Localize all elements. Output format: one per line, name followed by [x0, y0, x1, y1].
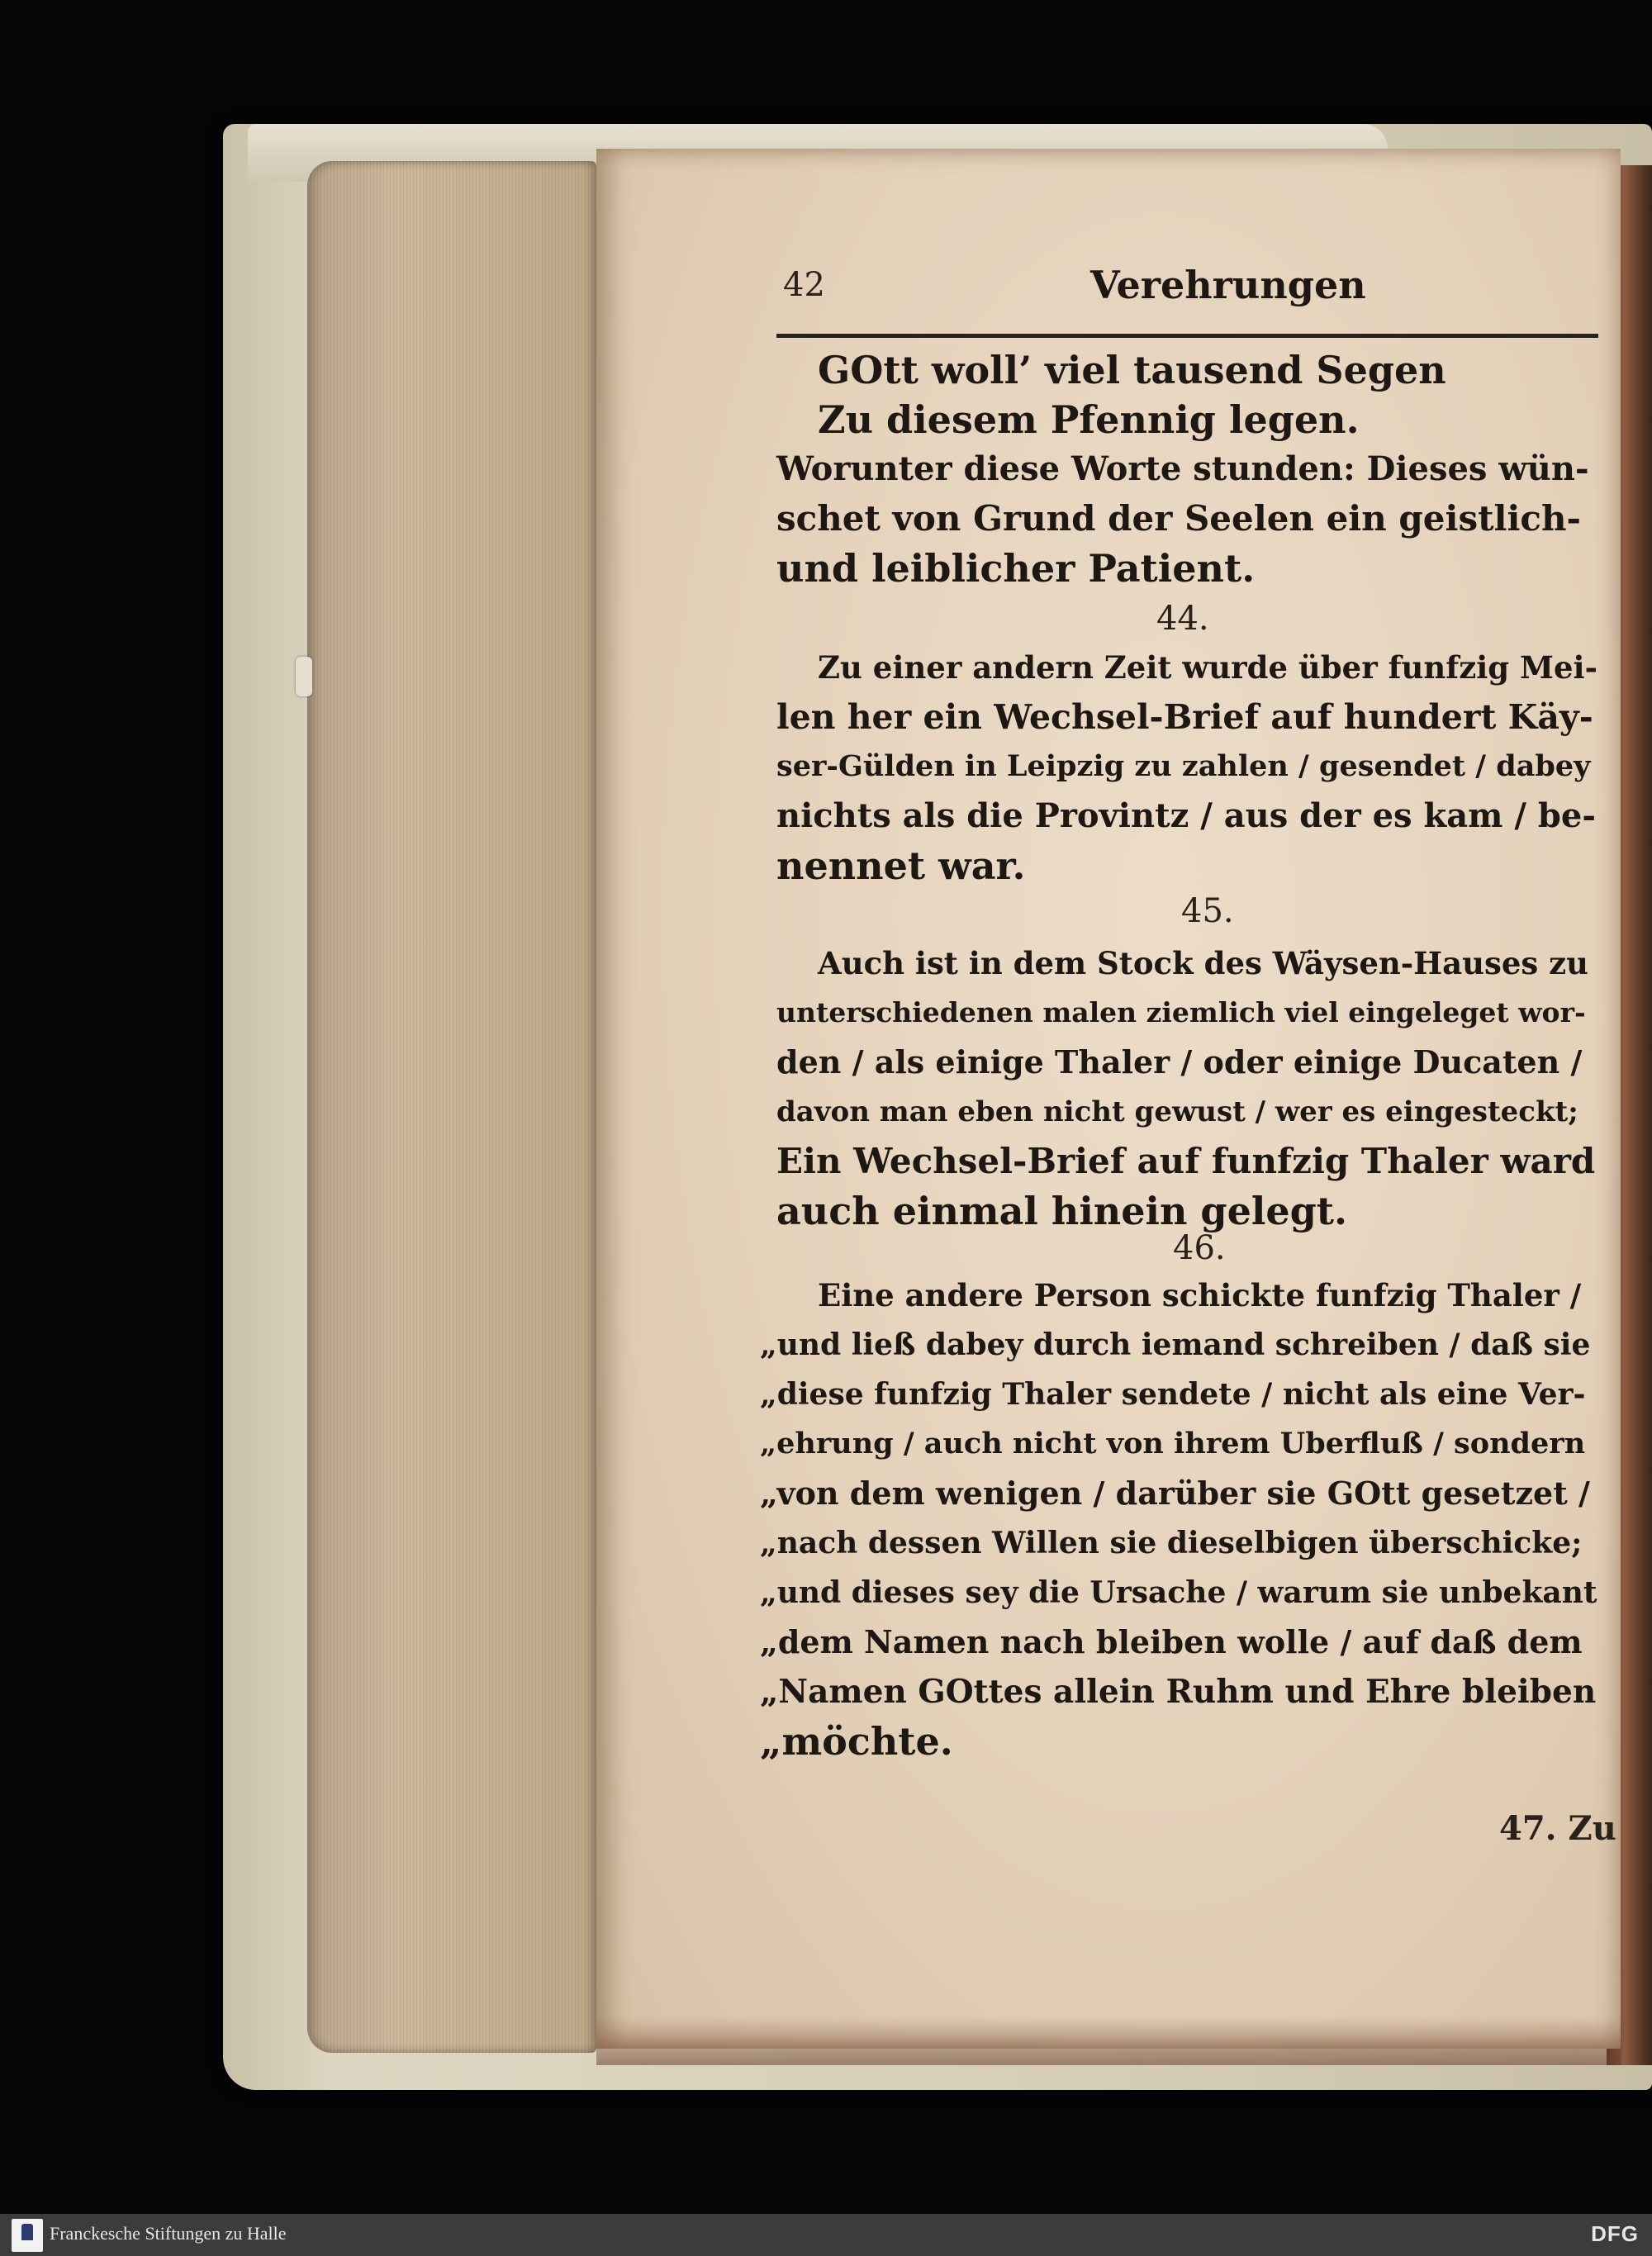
text-line: Auch ist in dem Stock des Wäysen-Hauses zu	[818, 945, 1588, 981]
text-line: „ehrung / auch nicht von ihrem Uberfluß / sondern	[760, 1427, 1586, 1460]
text-line: nichts als die Provintz / aus der es kam / be-	[776, 796, 1596, 835]
text-line: „dem Namen nach bleiben wolle / auf daß dem	[760, 1623, 1583, 1660]
text-line: GOtt woll’ viel tausend Segen	[818, 348, 1446, 392]
institution-logo-icon	[12, 2219, 43, 2252]
page-shadow	[596, 2016, 1621, 2065]
text-line: schet von Grund der Seelen ein geistlich-	[776, 498, 1581, 539]
page-edges	[307, 161, 596, 2053]
clasp	[296, 657, 312, 696]
text-line: „Namen GOttes allein Ruhm und Ehre bleiben	[760, 1673, 1597, 1711]
text-line: und leiblicher Patient.	[776, 546, 1256, 591]
page-number: 42	[783, 266, 825, 304]
header-rule	[776, 334, 1598, 338]
text-line: Zu einer andern Zeit wurde über funfzig Mei-	[818, 649, 1597, 686]
section-number: 45.	[1181, 892, 1234, 930]
text-line: unterschiedenen malen ziemlich viel eingeleget wor-	[776, 996, 1586, 1028]
text-line: len her ein Wechsel-Brief auf hundert Käy-	[776, 697, 1593, 737]
text-line: Ein Wechsel-Brief auf funfzig Thaler ward	[776, 1141, 1596, 1181]
text-line: davon man eben nicht gewust / wer es eingesteckt;	[776, 1095, 1578, 1128]
text-line: „nach dessen Willen sie dieselbigen überschicke;	[760, 1526, 1583, 1560]
text-line: den / als einige Thaler / oder einige Ducaten /	[776, 1043, 1583, 1081]
text-line: Zu diesem Pfennig legen.	[818, 397, 1360, 442]
text-line: nennet war.	[776, 843, 1026, 888]
catchword: 47. Zu	[1499, 1809, 1616, 1848]
section-number: 44.	[1156, 600, 1209, 638]
running-head: Verehrungen	[1090, 263, 1366, 307]
text-line: „diese funfzig Thaler sendete / nicht als eine Ver-	[760, 1377, 1586, 1412]
text-line: Eine andere Person schickte funfzig Thaler /	[818, 1277, 1582, 1313]
text-line: Worunter diese Worte stunden: Dieses wün-	[776, 449, 1589, 488]
dfg-badge: DFG	[1591, 2221, 1639, 2246]
section-number: 46.	[1173, 1229, 1226, 1267]
text-line: ser-Gülden in Leipzig zu zahlen / gesendet / dabey	[776, 749, 1591, 783]
text-line: „und ließ dabey durch iemand schreiben / daß sie	[760, 1327, 1591, 1362]
text-line: „von dem wenigen / darüber sie GOtt gesetzet /	[760, 1475, 1590, 1512]
text-line: „und dieses sey die Ursache / warum sie unbekant	[760, 1575, 1597, 1610]
footer-bar	[0, 2214, 1652, 2256]
text-line: auch einmal hinein gelegt.	[776, 1189, 1348, 1233]
institution-name: Franckesche Stiftungen zu Halle	[50, 2223, 287, 2244]
text-line: „möchte.	[760, 1719, 953, 1764]
